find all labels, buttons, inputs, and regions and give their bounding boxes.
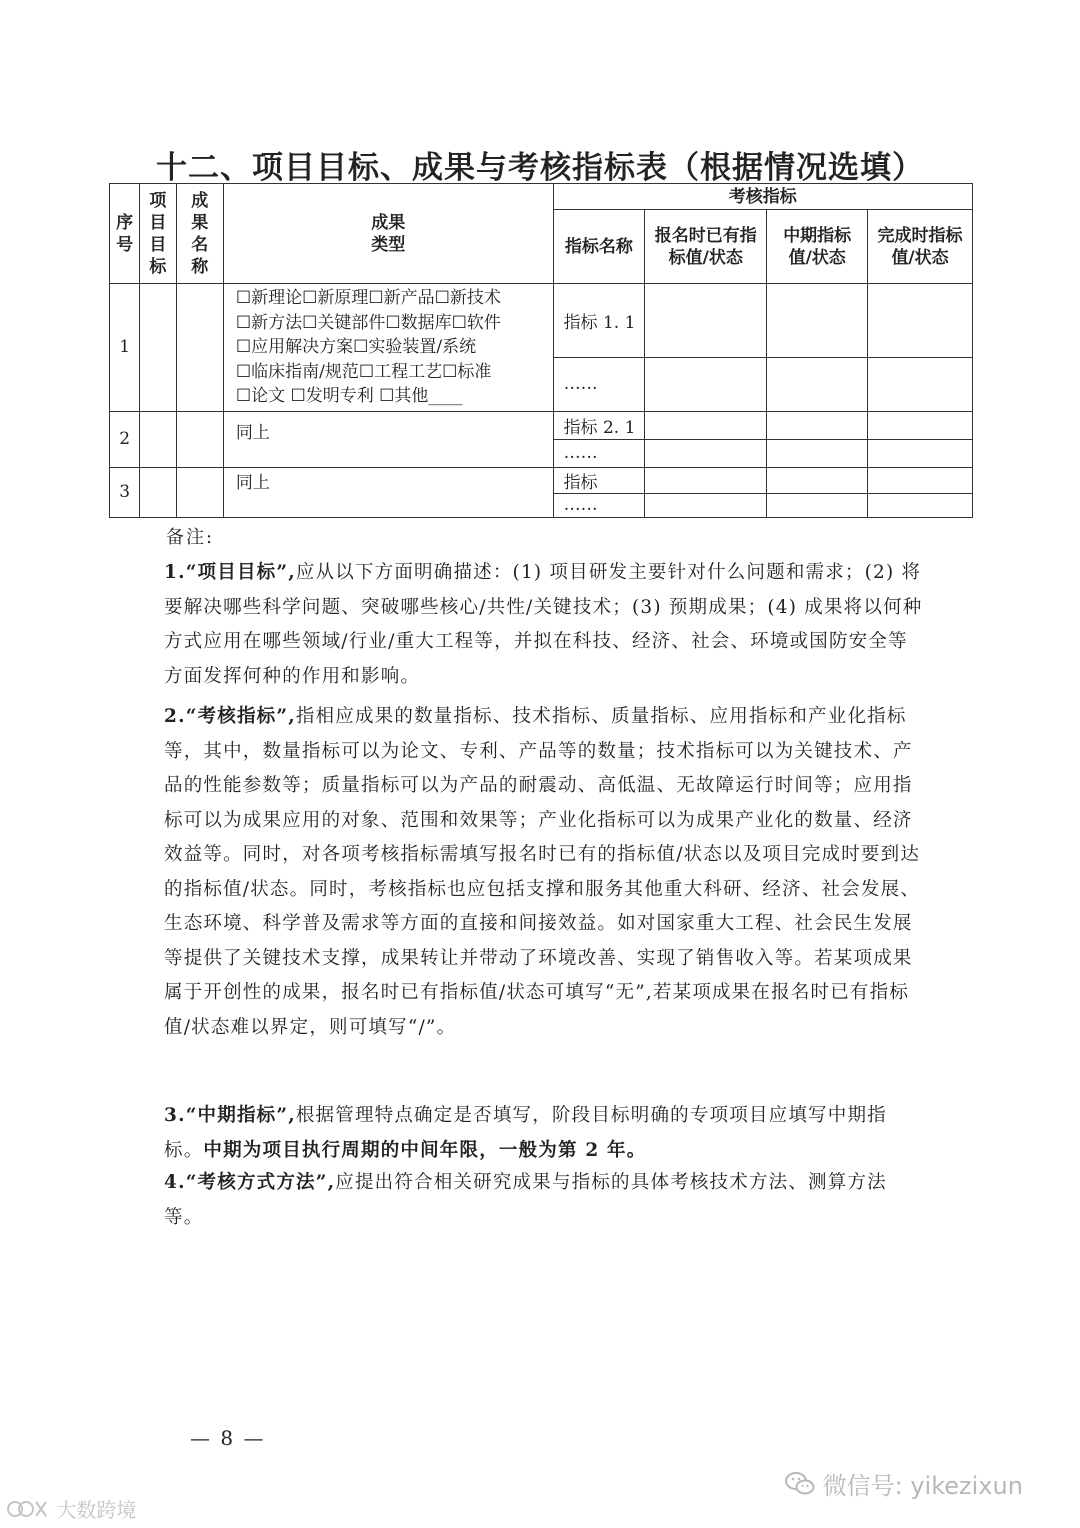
table-row: [110, 284, 973, 358]
row-kpi-final-cell[interactable]: [868, 439, 973, 467]
row-result-types[interactable]: ☐新理论☐新原理☐新产品☐新技术 ☐新方法☐关键部件☐数据库☐软件 ☐应用解决方案☐实验装置/系统 ☐临床指南/规范☐工程工艺☐标准 ☐论文 ☐发明专利 ☐其他____: [223, 284, 553, 412]
row-kpi-signup-cell[interactable]: [645, 467, 767, 493]
brand-logo-icon: [6, 1498, 50, 1525]
notes-label: 备注:: [166, 527, 215, 548]
note-3-head: 3.“中期指标”,: [164, 1105, 296, 1126]
row-kpi-mid-cell[interactable]: [767, 493, 868, 517]
row-result-name-cell[interactable]: [176, 467, 223, 517]
row-kpi-more: ……: [553, 358, 645, 411]
row-kpi-final-cell[interactable]: [868, 467, 973, 493]
row-kpi-mid-cell[interactable]: [767, 467, 868, 493]
row-seq: 3: [110, 467, 140, 517]
wechat-watermark: [785, 1466, 1023, 1503]
row-kpi-name: 指标: [553, 467, 645, 493]
row-kpi-signup-cell[interactable]: [645, 284, 767, 358]
row-kpi-name: 指标 2. 1: [553, 411, 645, 439]
note-1-head: 1.“项目目标”,: [164, 562, 296, 583]
row-seq: 1: [110, 284, 140, 412]
row-kpi-mid-cell[interactable]: [767, 439, 868, 467]
page-number: — 8 —: [190, 1426, 266, 1450]
row-kpi-name: 指标 1. 1: [553, 284, 645, 358]
note-4-head: 4.“考核方式方法”,: [164, 1172, 336, 1193]
kpi-table: [109, 183, 973, 518]
header-result-type: 成果 类型: [223, 184, 553, 284]
header-goal: 项目目标: [140, 184, 176, 284]
row-result-name-cell[interactable]: [176, 411, 223, 467]
row-result-types[interactable]: 同上: [223, 467, 553, 517]
row-kpi-more: ……: [553, 493, 645, 517]
header-kpi-signup: 报名时已有指标值/状态: [645, 210, 767, 284]
row-kpi-final-cell[interactable]: [868, 284, 973, 358]
note-3-body: 根据管理特点确定是否填写，阶段目标明确的专项项目应填写中期指标。: [164, 1105, 887, 1161]
table-row: [110, 411, 973, 439]
note-3-bold: 中期为项目执行周期的中间年限，一般为第 2 年。: [203, 1139, 647, 1161]
note-1-body: 应从以下方面明确描述：(1) 项目研发主要针对什么问题和需求；(2) 将要解决哪些科学问题、突破哪些核心/共性/关键技术；(3) 预期成果；(4) 成果将以何种方式应用在哪些领域/行业/重大工程等，并拟在科技、经济、社会、环境或国防安全等方面发挥何种的作用和影响。: [164, 562, 923, 687]
wechat-watermark-text: 微信号: yikezixun: [822, 1472, 1023, 1500]
note-1: [164, 556, 924, 694]
brand-watermark-text: 大数跨境: [56, 1498, 137, 1522]
note-2-head: 2.“考核指标”,: [164, 706, 296, 727]
row-kpi-mid-cell[interactable]: [767, 284, 868, 358]
page-title: 十二、项目目标、成果与考核指标表（根据情况选填）: [156, 150, 924, 186]
brand-watermark: [6, 1494, 136, 1525]
row-result-name-cell[interactable]: [176, 284, 223, 412]
header-kpi-name: 指标名称: [553, 210, 645, 284]
row-goal-cell[interactable]: [140, 411, 176, 467]
row-goal-cell[interactable]: [140, 467, 176, 517]
header-kpi-group: 考核指标: [553, 184, 972, 210]
row-kpi-final-cell[interactable]: [868, 411, 973, 439]
row-kpi-more: ……: [553, 439, 645, 467]
row-seq: 2: [110, 411, 140, 467]
row-kpi-signup-cell[interactable]: [645, 493, 767, 517]
header-result-name: 成果名称: [176, 184, 223, 284]
row-kpi-signup-cell[interactable]: [645, 439, 767, 467]
note-4: [164, 1166, 924, 1235]
row-kpi-mid-cell[interactable]: [767, 411, 868, 439]
row-kpi-mid-cell[interactable]: [767, 358, 868, 411]
note-4-body: 应提出符合相关研究成果与指标的具体考核技术方法、测算方法等。: [164, 1172, 887, 1228]
note-2: [164, 700, 924, 1045]
note-2-body: 指相应成果的数量指标、技术指标、质量指标、应用指标和产业化指标等，其中，数量指标可以为论文、专利、产品等的数量；技术指标可以为关键技术、产品的性能参数等；质量指标可以为产品的耐震动、高低温、无故障运行时间等；应用指标可以为成果应用的对象、范围和效果等；产业化指标可以为成果产业化的数量、经济效益等。同时，对各项考核指标需填写报名时已有的指标值/状态以及项目完成时要到达的指标值/状态。同时，考核指标也应包括支撑和服务其他重大科研、经济、社会发展、生态环境、科学普及需求等方面的直接和间接效益。如对国家重大工程、社会民生发展等提供了关键技术支撑，成果转让并带动了环境改善、实现了销售收入等。若某项成果属于开创性的成果，报名时已有指标值/状态可填写“无”,若某项成果在报名时已有指标值/状态难以界定，则可填写“/”。: [164, 706, 921, 1038]
header-seq: 序号: [110, 184, 140, 284]
row-goal-cell[interactable]: [140, 284, 176, 412]
header-kpi-final: 完成时指标值/状态: [868, 210, 973, 284]
row-kpi-signup-cell[interactable]: [645, 358, 767, 411]
note-3: [164, 1099, 924, 1168]
row-result-types[interactable]: 同上: [223, 411, 553, 467]
wechat-icon: [785, 1471, 815, 1503]
header-kpi-mid: 中期指标值/状态: [767, 210, 868, 284]
row-kpi-final-cell[interactable]: [868, 358, 973, 411]
table-row: [110, 467, 973, 493]
row-kpi-final-cell[interactable]: [868, 493, 973, 517]
row-kpi-signup-cell[interactable]: [645, 411, 767, 439]
